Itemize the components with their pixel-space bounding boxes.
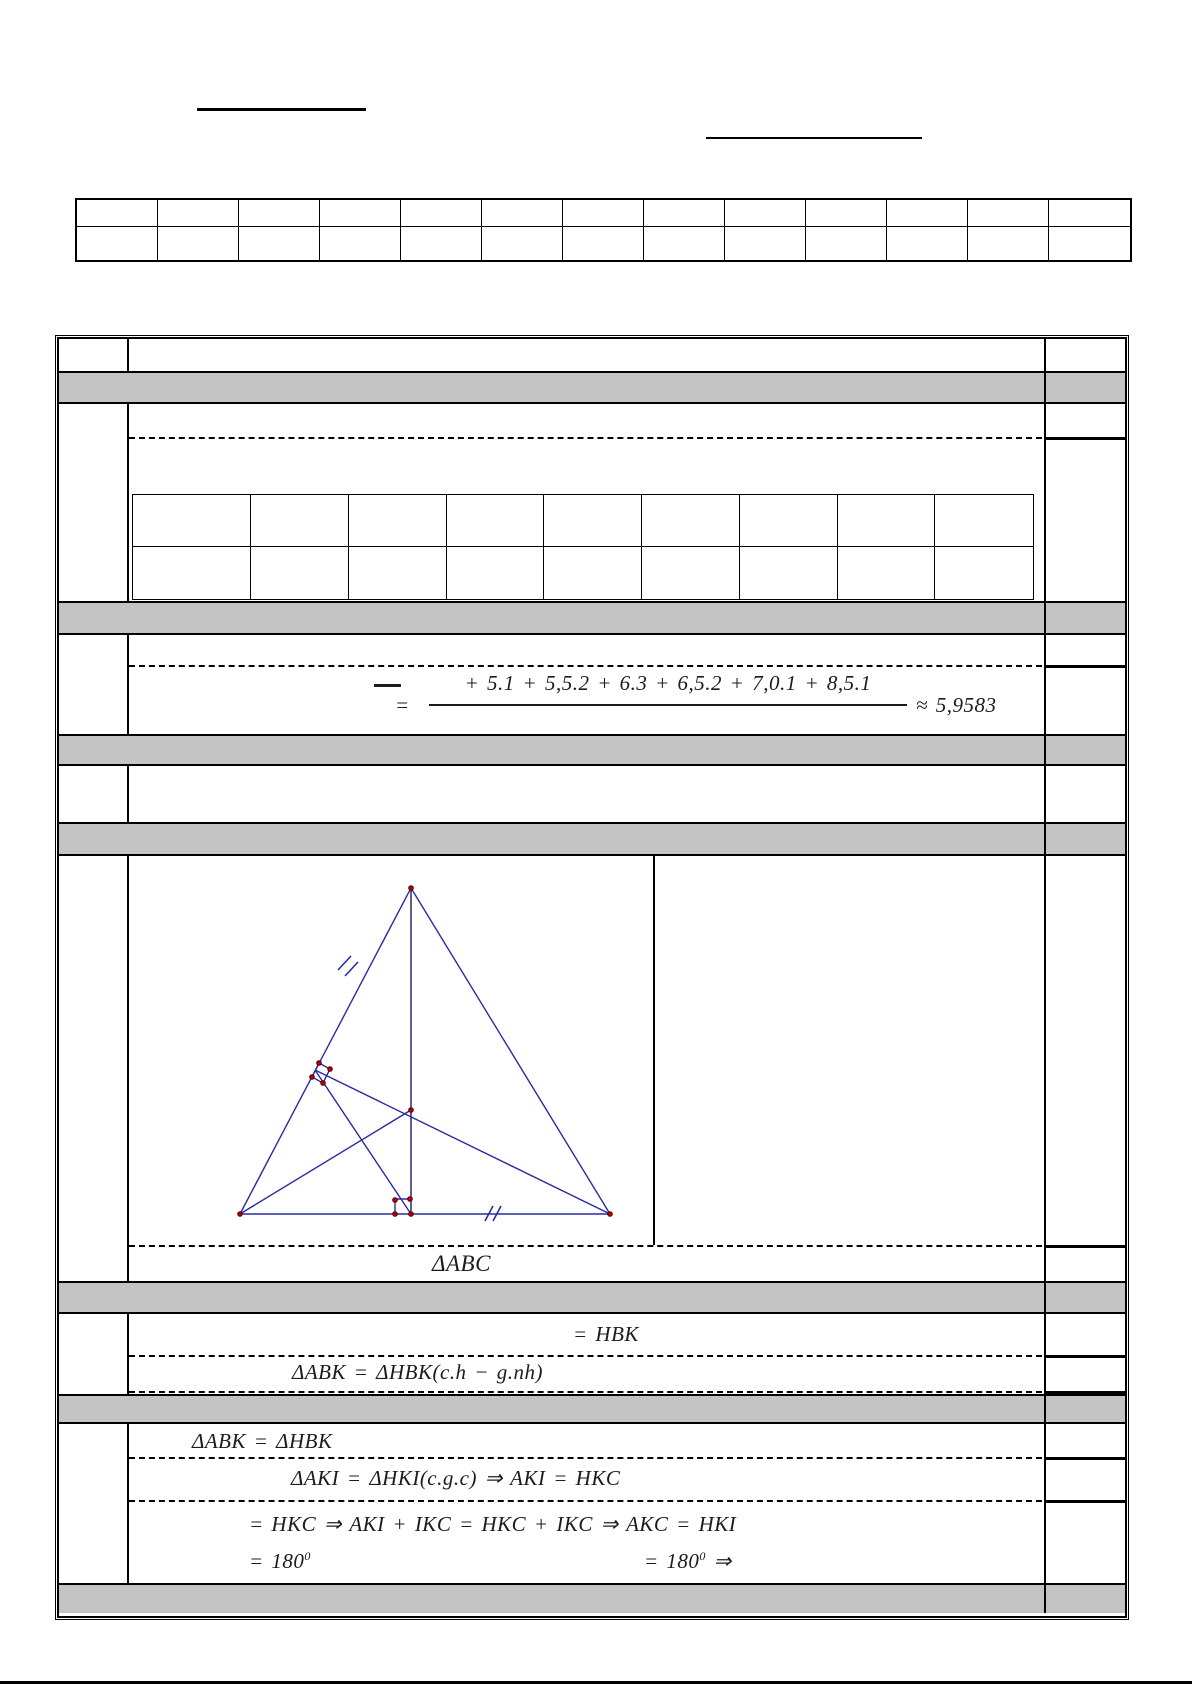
score-separator	[1044, 1500, 1125, 1503]
blank-cell	[887, 227, 968, 260]
blank-cell	[644, 200, 725, 227]
diagram-point	[328, 1067, 333, 1072]
frequency-cell	[251, 547, 349, 599]
diagram-line	[240, 1110, 411, 1214]
geometry-svg	[127, 856, 653, 1245]
frequency-table	[132, 494, 1034, 600]
table-row	[59, 339, 1125, 373]
frequency-cell	[251, 495, 349, 547]
table-row	[133, 547, 1033, 599]
diagram-row	[59, 856, 1125, 1283]
blank-cell	[158, 200, 239, 227]
frequency-cell	[838, 495, 936, 547]
table-row	[59, 766, 1125, 824]
column-divider	[1044, 1283, 1046, 1312]
column-divider	[1044, 1396, 1046, 1422]
blank-cell	[806, 200, 887, 227]
section-band	[59, 824, 1125, 856]
table-row	[77, 227, 1130, 260]
column-divider	[1044, 824, 1046, 854]
section-band	[59, 1283, 1125, 1314]
score-separator	[1044, 665, 1125, 668]
answer-rubric-table	[57, 337, 1127, 1618]
mean-equals: =	[395, 693, 410, 717]
diagram-point	[608, 1212, 613, 1217]
formula-numerator: + 5.1 + 5,5.2 + 6.3 + 6,5.2 + 7,0.1 + 8,5.1	[464, 671, 872, 695]
frequency-cell	[935, 547, 1033, 599]
blank-cell	[725, 227, 806, 260]
section-band	[59, 1396, 1125, 1424]
column-divider	[1044, 1424, 1046, 1583]
frequency-cell	[349, 495, 447, 547]
fraction-bar	[429, 704, 907, 706]
proof-line-abk-full: ΔABK = ΔHBK(c.h − g.nh)	[292, 1360, 543, 1384]
tick-mark	[345, 962, 358, 976]
column-divider	[1044, 373, 1046, 402]
blank-cell	[563, 227, 644, 260]
column-divider	[1044, 766, 1046, 822]
column-divider	[127, 339, 129, 371]
dashed-separator	[129, 437, 1042, 439]
blank-cell	[563, 200, 644, 227]
column-divider	[1044, 339, 1046, 371]
frequency-cell	[447, 495, 545, 547]
blank-cell	[1049, 227, 1130, 260]
deg-base: = 180	[249, 1549, 305, 1573]
score-separator	[1044, 1391, 1125, 1394]
mean-overline	[374, 684, 401, 687]
blank-cell	[968, 227, 1049, 260]
column-divider	[127, 766, 129, 822]
frequency-cell	[133, 495, 251, 547]
column-divider	[127, 404, 129, 601]
frequency-cell	[544, 547, 642, 599]
blank-cell	[482, 227, 563, 260]
frequency-cell	[838, 547, 936, 599]
blank-cell	[968, 200, 1049, 227]
dashed-separator	[129, 1500, 1042, 1502]
proof-line-180-right	[644, 1549, 732, 1574]
section-band	[59, 1585, 1125, 1613]
table-row	[59, 1314, 1125, 1396]
deg-exponent: 0	[699, 1549, 706, 1563]
column-divider	[127, 1314, 129, 1394]
score-separator	[1044, 1457, 1125, 1460]
blank-cell	[158, 227, 239, 260]
blank-cell	[401, 227, 482, 260]
dashed-separator	[129, 1391, 1042, 1393]
diagram-point	[317, 1061, 322, 1066]
blank-cell	[806, 227, 887, 260]
column-divider	[127, 635, 129, 734]
page-bottom-rule	[0, 1681, 1192, 1684]
column-divider	[1044, 635, 1046, 734]
table-row	[59, 404, 1125, 603]
dashed-separator	[129, 665, 1042, 667]
blank-cell	[887, 200, 968, 227]
diagram-point	[408, 1197, 413, 1202]
blank-cell	[320, 200, 401, 227]
frequency-cell	[447, 547, 545, 599]
table-row	[77, 200, 1130, 227]
triangle-label: ΔABC	[432, 1251, 491, 1276]
diagram-point	[409, 1108, 414, 1113]
formula-approx: ≈ 5,9583	[916, 693, 997, 717]
deg-arrow: ⇒	[705, 1549, 732, 1573]
blank-cell	[239, 227, 320, 260]
blank-cell	[725, 200, 806, 227]
table-row	[133, 495, 1033, 547]
column-divider	[1044, 1314, 1046, 1394]
diagram-point	[310, 1075, 315, 1080]
blank-cell	[77, 200, 158, 227]
frequency-cell	[935, 495, 1033, 547]
blank-cell	[401, 200, 482, 227]
column-divider	[1044, 736, 1046, 764]
section-band	[59, 736, 1125, 766]
blank-cell	[1049, 200, 1130, 227]
diagram-point	[393, 1198, 398, 1203]
column-divider	[127, 1424, 129, 1583]
table-row	[59, 1424, 1125, 1585]
blank-cell	[482, 200, 563, 227]
column-divider	[1044, 404, 1046, 601]
dashed-separator	[129, 1355, 1042, 1357]
column-divider	[1044, 1585, 1046, 1613]
frequency-cell	[740, 495, 838, 547]
mark-distribution-table	[75, 198, 1132, 262]
score-separator	[1044, 1245, 1125, 1248]
tick-mark	[338, 956, 351, 970]
diagram-point	[409, 886, 414, 891]
deg-exponent: 0	[304, 1549, 311, 1563]
table-row	[59, 635, 1125, 736]
dashed-separator	[129, 1245, 1042, 1247]
blank-cell	[239, 200, 320, 227]
subtitle-underline	[706, 137, 922, 139]
diagram-point	[409, 1212, 414, 1217]
section-band	[59, 373, 1125, 404]
title-underline	[197, 108, 366, 111]
proof-line-180-left	[249, 1549, 311, 1574]
column-divider	[1044, 603, 1046, 633]
diagram-line	[315, 1070, 411, 1214]
frequency-cell	[642, 547, 740, 599]
deg-base: = 180	[644, 1549, 700, 1573]
diagram-point	[238, 1212, 243, 1217]
proof-line-abk-short: ΔABK = ΔHBK	[192, 1429, 333, 1453]
blank-cell	[320, 227, 401, 260]
frequency-cell	[349, 547, 447, 599]
blank-cell	[644, 227, 725, 260]
diagram-cell-divider	[653, 856, 655, 1245]
frequency-cell	[642, 495, 740, 547]
frequency-cell	[544, 495, 642, 547]
diagram-point	[393, 1212, 398, 1217]
score-separator	[1044, 437, 1125, 440]
proof-line-hbk: = HBK	[573, 1322, 639, 1346]
blank-cell	[77, 227, 158, 260]
section-band	[59, 603, 1125, 635]
score-separator	[1044, 1355, 1125, 1358]
frequency-cell	[740, 547, 838, 599]
frequency-cell	[133, 547, 251, 599]
proof-line-aki: ΔAKI = ΔHKI(c.g.c) ⇒ AKI = HKC	[291, 1466, 621, 1490]
diagram-point	[321, 1081, 326, 1086]
proof-line-hkc: = HKC ⇒ AKI + IKC = HKC + IKC ⇒ AKC = HKI	[249, 1512, 737, 1536]
dashed-separator	[129, 1457, 1042, 1459]
diagram-line	[240, 888, 411, 1214]
column-divider	[1044, 856, 1046, 1281]
